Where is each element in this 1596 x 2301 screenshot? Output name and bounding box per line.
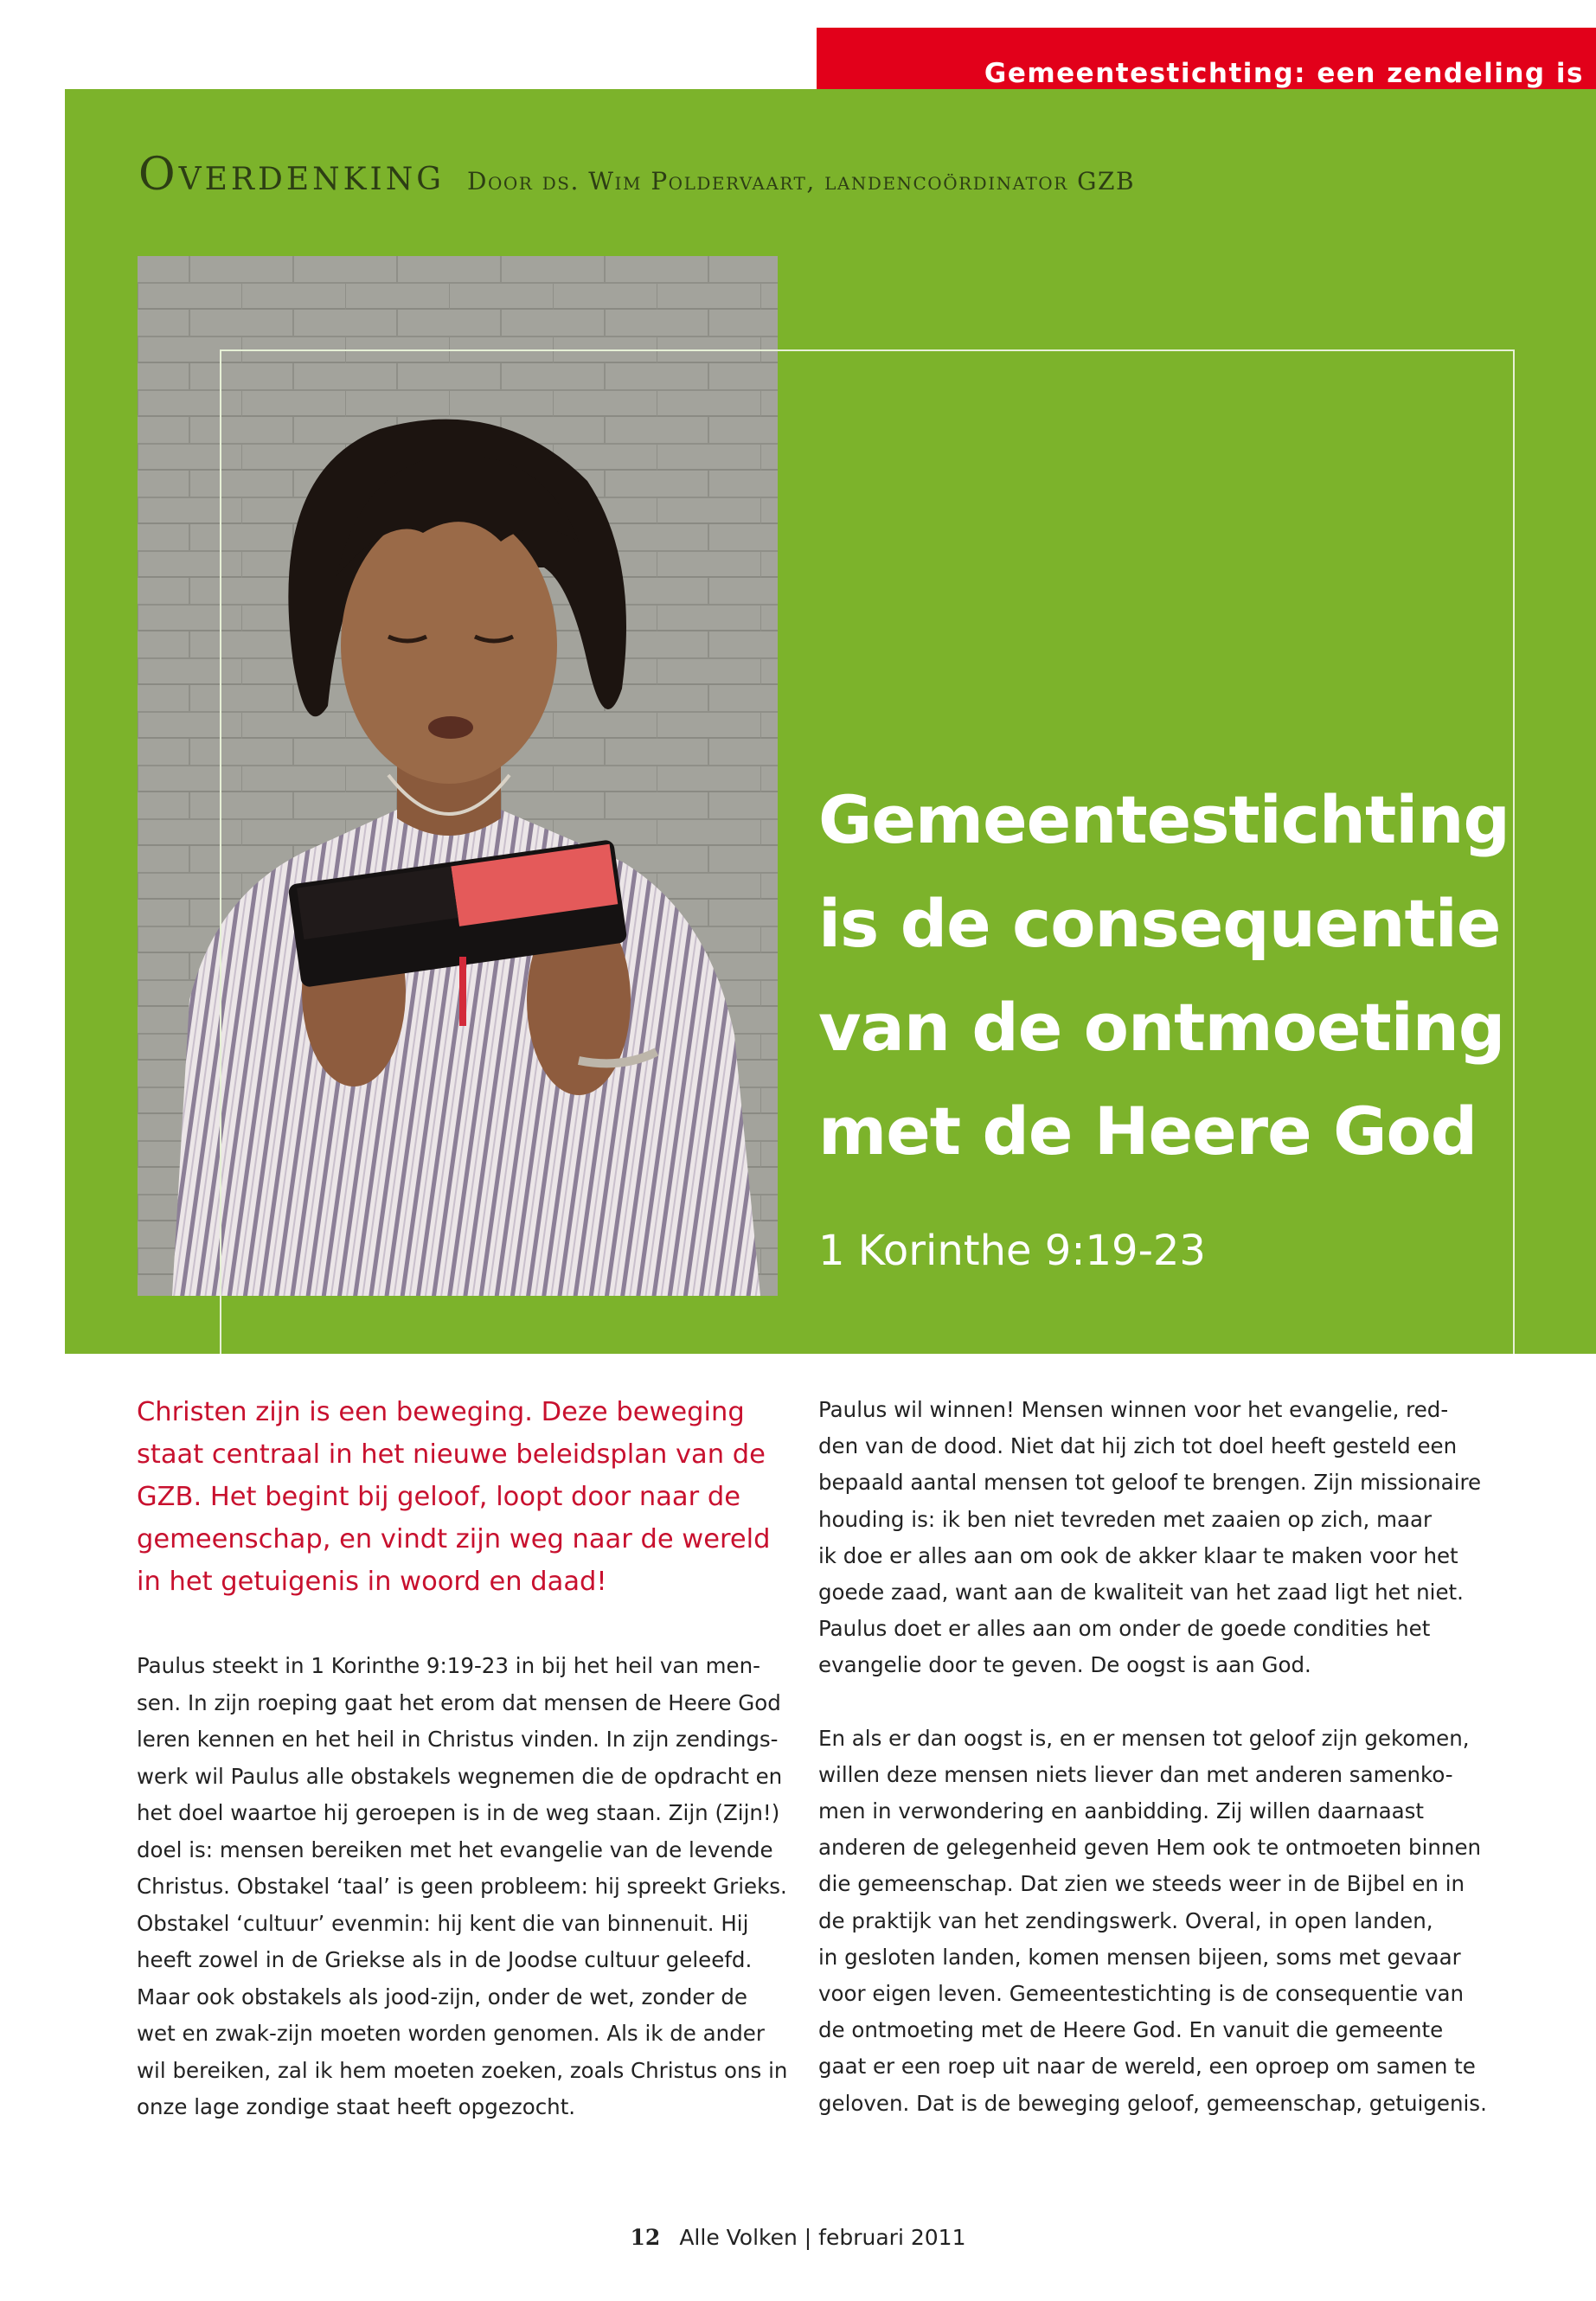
body-line: onze lage zondige staat heeft opgezocht. [137,2094,576,2119]
body-line: die gemeenschap. Dat zien we steeds weer in de Bijbel en in [818,1871,1465,1897]
lead-paragraph [137,1391,771,1603]
body-line: het doel waartoe hij geroepen is in de weg staan. Zijn (Zijn!) [137,1800,780,1825]
body-line: sen. In zijn roeping gaat het erom dat mensen de Heere God [137,1689,781,1715]
frame-line-top [220,349,1515,351]
headline-line: met de Heere God [818,1093,1477,1170]
article-photo [138,256,778,1296]
page-number: 12 [630,2225,661,2250]
body-line: men in verwondering en aanbidding. Zij willen daarnaast [818,1798,1424,1824]
body-line: goede zaad, want aan de kwaliteit van het zaad ligt het niet. [818,1580,1464,1606]
body-line: den van de dood. Niet dat hij zich tot doel heeft gesteld een [818,1433,1458,1459]
body-line: de ontmoeting met de Heere God. En vanuit die gemeente [818,2017,1444,2043]
body-line: wil bereiken, zal ik hem moeten zoeken, zoals Christus ons in [137,2057,788,2083]
body-line: Paulus wil winnen! Mensen winnen voor het evangelie, red- [818,1397,1449,1422]
body-line: bepaald aantal mensen tot geloof te brengen. Zijn missionaire [818,1470,1482,1496]
body-line: Paulus steekt in 1 Korinthe 9:19-23 in bij het heil van men- [137,1653,760,1678]
body-line: ik doe er alles aan om ook de akker klaar te maken voor het [818,1542,1458,1568]
scripture-reference: 1 Korinthe 9:19-23 [818,1227,1206,1275]
section-header [138,149,1135,201]
lead-line: Christen zijn is een beweging. Deze beweging [137,1397,745,1427]
lead-line: staat centraal in het nieuwe beleidsplan van de [137,1439,766,1470]
body-line: wet en zwak-zijn moeten worden genomen. Als ik de ander [137,2021,765,2046]
body-line: Maar ook obstakels als jood-zijn, onder de wet, zonder de [137,1984,747,2009]
body-line: voor eigen leven. Gemeentestichting is de consequentie van [818,1981,1465,2007]
lead-line: in het getuigenis in woord en daad! [137,1567,607,1597]
body-line: de praktijk van het zendingswerk. Overal, in open landen, [818,1907,1433,1933]
body-line: werk wil Paulus alle obstakels wegnemen die de opdracht en [137,1763,783,1789]
headline-line: Gemeentestichting [818,781,1509,858]
body-column-right [818,1392,1487,2122]
body-line: houding is: ik ben niet tevreden met zaaien op zich, maar [818,1506,1433,1532]
photo-young-man-reading-bible [138,256,778,1296]
page-footer [0,2225,1596,2250]
body-line: leren kennen en het heil in Christus vinden. In zijn zendings- [137,1727,779,1752]
article-headline [818,768,1562,1183]
paragraph-gap [818,1684,1476,1721]
author-byline: Door ds. Wim Poldervaart, landencoördinator GZB [467,167,1136,195]
body-line: Christus. Obstakel ‘taal’ is geen probleem: hij spreekt Grieks. [137,1874,787,1899]
publication-info: Alle Volken | februari 2011 [679,2225,966,2250]
lead-line: gemeenschap, en vindt zijn weg naar de wereld [137,1524,771,1554]
lead-line: GZB. Het begint bij geloof, loopt door naar de [137,1482,740,1512]
body-line: Obstakel ‘cultuur’ evenmin: hij kent die van binnenuit. Hij [137,1910,749,1936]
body-line: in gesloten landen, komen mensen bijeen, soms met gevaar [818,1944,1461,1970]
body-line: geloven. Dat is de beweging geloof, gemeenschap, getuigenis. [818,2090,1487,2116]
headline-line: van de ontmoeting [818,989,1505,1066]
top-section-label: Gemeentestichting: een zendeling is [984,58,1584,89]
body-line: En als er dan oogst is, en er mensen tot geloof zijn gekomen, [818,1725,1470,1751]
section-title: Overdenking [138,149,445,201]
body-line: Paulus doet er alles aan om onder de goede condities het [818,1616,1431,1642]
body-line: doel is: mensen bereiken met het evangelie van de levende [137,1836,773,1862]
body-line: heeft zowel in de Griekse als in de Joodse cultuur geleefd. [137,1947,753,1972]
body-line: willen deze mensen niets liever dan met anderen samenko- [818,1761,1453,1787]
frame-line-left [220,349,221,1354]
body-line: evangelie door te geven. De oogst is aan God. [818,1652,1311,1678]
body-line: gaat er een roep uit naar de wereld, een oproep om samen te [818,2054,1476,2080]
body-line: anderen de gelegenheid geven Hem ook te ontmoeten binnen [818,1835,1482,1861]
headline-line: is de consequentie [818,885,1501,962]
body-column-left [137,1648,788,2126]
